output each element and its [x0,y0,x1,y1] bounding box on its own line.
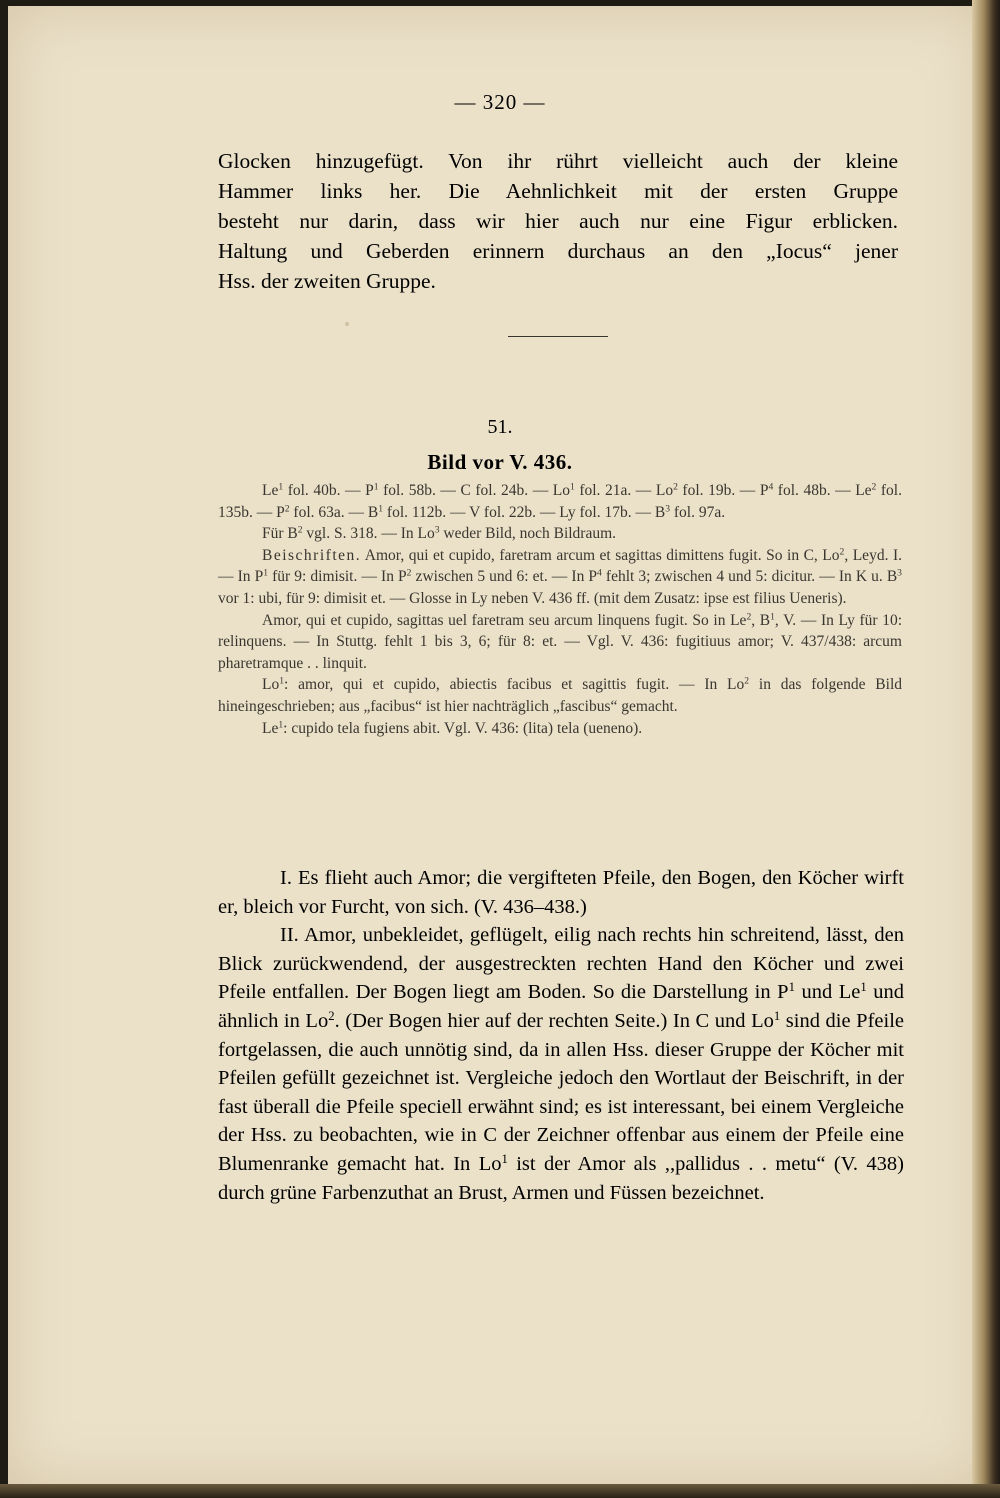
amor-variant-paragraph: Amor, qui et cupido, sagittas uel faretram seu arcum linquens fugit. So in Le$^2$, $B^1$, V. — In Ly für 10: relinquens. — In Stuttg. fehlt 1 bis 3, 6; für 8: et. — Vgl. V. 436: fugitiuus amor; V. 437/438: arcum pharetramque . . linquit. [218,611,902,672]
section-divider [508,336,608,337]
sources-paragraph: Le$^1$ fol. 40b. — $P^1$ fol. 58b. — C fol. 24b. — Lo$^1$ fol. 21a. — Lo$^2$ fol. 19b. — $P^4$ fol. 48b. — Le$^2$ fol. 135b. — $P^2$ fol. 63a. — $B^1$ fol. 112b. — V fol. 22b. — Ly fol. 17b. — $B^3$ fol. 97a. [218,481,902,521]
intro-line: Hammer links her. Die Aehnlichkeit mit der ersten Gruppe [218,179,898,203]
beischriften-paragraph: Beischriften. Amor, qui et cupido, faretram arcum et sagittas dimittens fugit. So in C, Lo$^2$, Leyd. I. — In $P^1$ für 9: dimisit. — In $P^2$ zwischen 5 und 6: et. — In $P^4$ fehlt 3; zwischen 4 und 5: dicitur. — In K u. $B^3$ vor 1: ubi, für 9: dimisit et. — Glosse in Ly neben V. 436 ff. (mit dem Zusatz: ipse est filius Ueneris). [218,546,902,607]
main-commentary [218,864,904,1207]
commentary-paragraph-2: II. Amor, unbekleidet, geflügelt, eilig nach rechts hin schreitend, lässt, den Blick zurückwendend, der ausgestreckten rechten Hand den Köcher und zwei Pfeile entfallen. Der Bogen liegt am Boden. So die Darstellung in $P^1$ und Le$^1$ und ähnlich in Lo$^2$. (Der Bogen hier auf der rechten Seite.) In C und Lo$^1$ sind die Pfeile fortgelassen, die auch unnötig sind, da in allen Hss. dieser Gruppe der Köcher mit Pfeilen gefüllt gezeichnet ist. Vergleiche jedoch den Wortlaut der Beischrift, in der fast überall die Pfeile speciell erwähnt sind; es ist interessant, bei einem Vergleiche der Hss. zu beobachten, wie in C der Zeichner offenbar aus einem der Pfeile eine Blumenranke gemacht hat. In Lo$^1$ ist der Amor als ,,pallidus . . metu“ (V. 438) durch grüne Farbenzuthat an Brust, Armen und Füssen bezeichnet. [218,924,904,1204]
intro-paragraph [218,146,898,296]
le-variant-paragraph: Le$^1$: cupido tela fugiens abit. Vgl. V. 436: (lita) tela (ueneno). [262,719,643,737]
critical-apparatus [218,480,902,739]
page-number: — 320 — [454,90,546,114]
book-edge-right [972,0,1000,1498]
section-number: 51. [487,416,513,438]
intro-line: Hss. der zweiten Gruppe. [218,269,436,293]
intro-line: Haltung und Geberden erinnern durchaus an den „Iocus“ jener [218,239,898,263]
paper-spot [345,322,349,326]
fuer-paragraph: Für $B^2$ vgl. S. 318. — In Lo$^3$ weder Bild, noch Bildraum. [262,524,617,543]
intro-line: Glocken hinzugefügt. Von ihr rührt vielleicht auch der kleine [218,149,898,173]
beischriften-label: Beischriften. [262,546,362,564]
commentary-paragraph-1: I. Es flieht auch Amor; die vergifteten Pfeile, den Bogen, den Köcher wirft er, bleich vor Furcht, von sich. (V. 436‒438.) [218,867,904,918]
section-title: Bild vor V. 436. [427,450,573,474]
intro-line: besteht nur darin, dass wir hier auch nur eine Figur erblicken. [218,209,898,233]
book-edge-bottom [0,1484,1000,1498]
lo-variant-paragraph: Lo$^1$: amor, qui et cupido, abiectis facibus et sagittis fugit. — In Lo$^2$ in das folgende Bild hineingeschrieben; aus „facibus“ ist hier nachträglich „fascibus“ gemacht. [218,676,902,715]
